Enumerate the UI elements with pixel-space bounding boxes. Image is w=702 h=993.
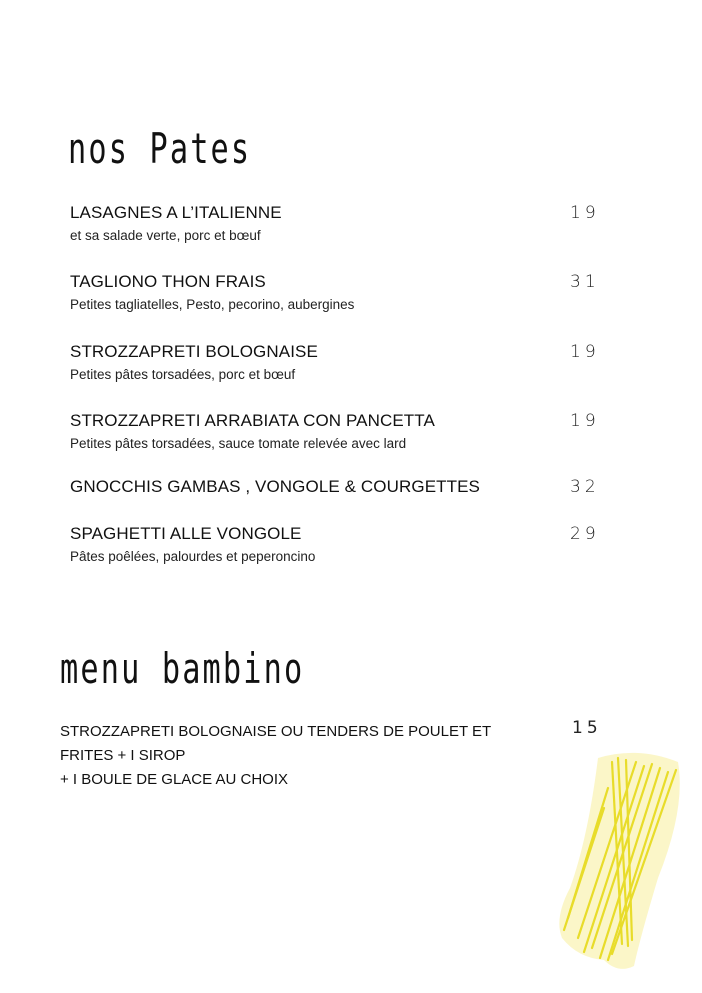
item-price: 29 [570, 524, 600, 544]
item-description: Petites pâtes torsadées, sauce tomate relevée avec lard [70, 436, 407, 451]
item-name: STROZZAPRETI BOLOGNAISE [70, 342, 318, 361]
bambino-line: FRITES + I SIROP [60, 747, 186, 764]
menu-item [70, 524, 610, 565]
bambino-menu-description [60, 720, 530, 792]
item-description: Pâtes poêlées, palourdes et peperoncino [70, 549, 316, 564]
item-description: Petites pâtes torsadées, porc et bœuf [70, 367, 296, 382]
item-description: et sa salade verte, porc et bœuf [70, 228, 261, 243]
spaghetti-illustration [548, 748, 688, 978]
menu-item [70, 203, 610, 244]
item-price: 32 [570, 477, 600, 497]
section-title-pates: nos Pates [68, 124, 252, 173]
item-price: 31 [570, 272, 600, 292]
item-name: LASAGNES A L’ITALIENNE [70, 203, 282, 222]
menu-item [70, 477, 610, 497]
bambino-line: + I BOULE DE GLACE AU CHOIX [60, 771, 288, 788]
item-name: SPAGHETTI ALLE VONGOLE [70, 524, 302, 543]
bambino-price: 15 [572, 718, 602, 738]
menu-item [70, 342, 610, 383]
item-price: 19 [570, 411, 600, 431]
item-name: STROZZAPRETI ARRABIATA CON PANCETTA [70, 411, 435, 430]
item-name: GNOCCHIS GAMBAS , VONGOLE & COURGETTES [70, 477, 480, 496]
item-name: TAGLIONO THON FRAIS [70, 272, 266, 291]
section-title-menu-bambino: menu bambino [60, 644, 305, 693]
item-price: 19 [570, 203, 600, 223]
item-price: 19 [570, 342, 600, 362]
bambino-line: STROZZAPRETI BOLOGNAISE OU TENDERS DE POULET ET [60, 723, 492, 740]
menu-item [70, 272, 610, 313]
menu-item [70, 411, 610, 452]
item-description: Petites tagliatelles, Pesto, pecorino, aubergines [70, 297, 355, 312]
